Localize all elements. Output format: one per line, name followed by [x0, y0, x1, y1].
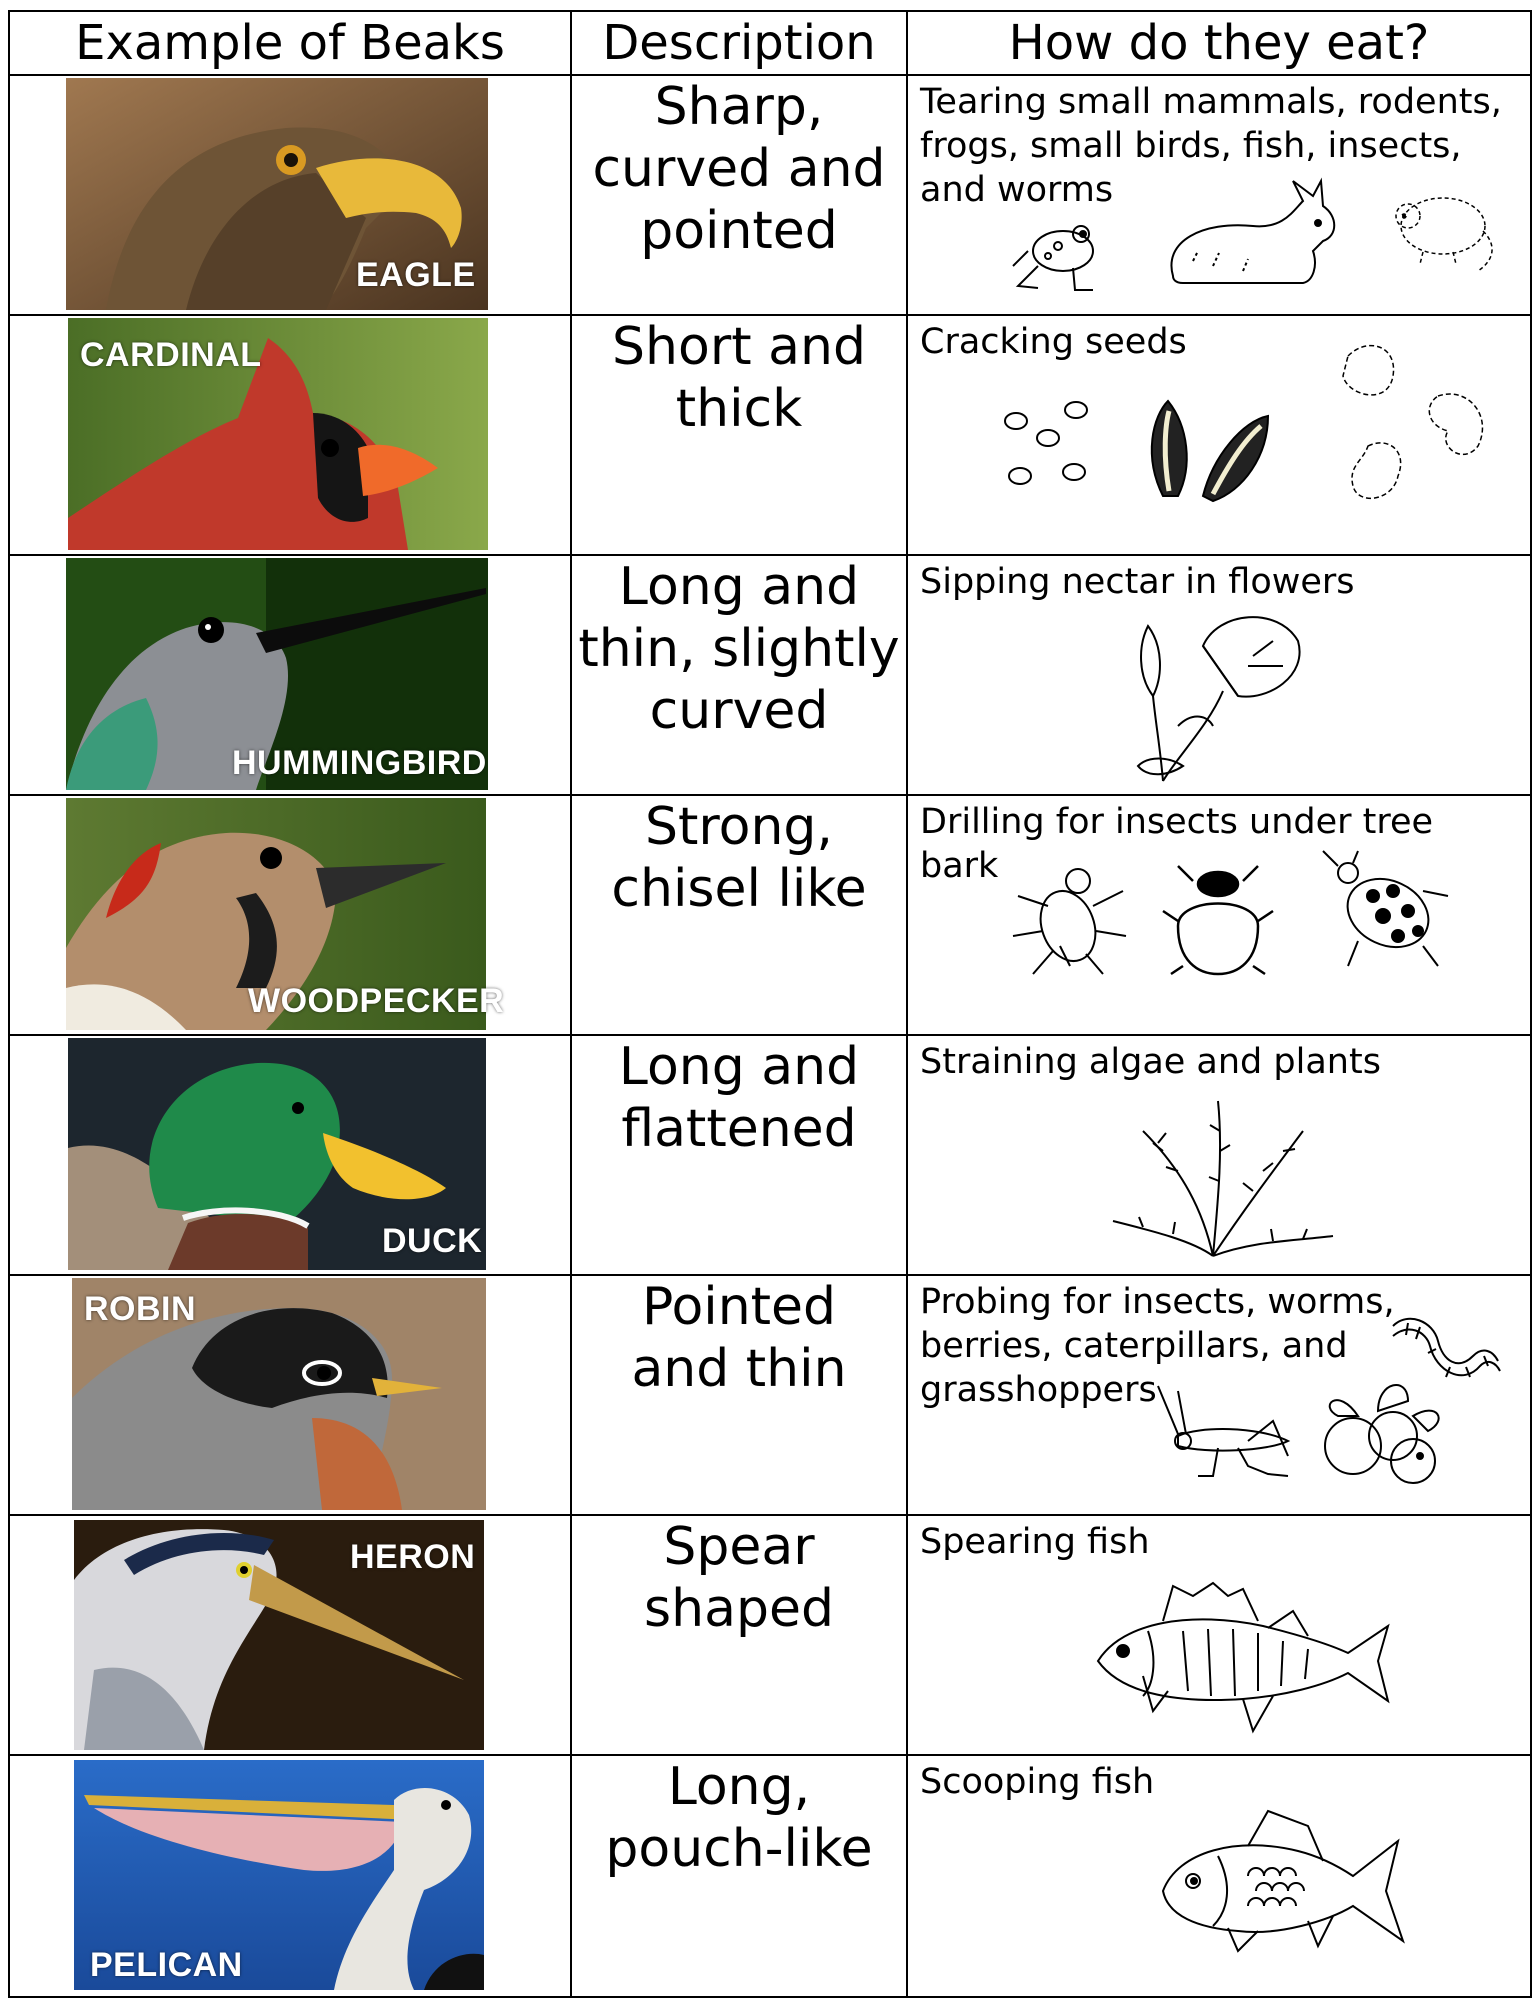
eating-duck [907, 1035, 1531, 1275]
bird-label-woodpecker: WOODPECKER [248, 982, 505, 1020]
description-line: chisel like [611, 859, 867, 919]
goldfish-drawing [1158, 1806, 1408, 1956]
bird-label-hummingbird: HUMMINGBIRD [232, 744, 487, 782]
hummingbird-photo-cell [9, 555, 571, 795]
eating-woodpecker [907, 795, 1531, 1035]
description-line: curved [649, 681, 829, 741]
description-line: Short and [612, 317, 866, 377]
header-example-of-beaks: Example of Beaks [9, 11, 571, 75]
bird-label-eagle: EAGLE [356, 256, 476, 294]
eating-text: Straining algae and plants [920, 1042, 1381, 1082]
eating-text: Probing for insects, worms, berries, caterpillars, and grasshoppers [920, 1282, 1395, 1410]
description-line: Spear [663, 1517, 815, 1577]
eating-text: Tearing small mammals, rodents, frogs, small birds, fish, insects, and worms [920, 82, 1502, 210]
header-description: Description [571, 11, 907, 75]
beetle-drawing [1008, 856, 1128, 976]
table-row-duck [9, 1035, 1531, 1275]
eating-text: Sipping nectar in flowers [920, 562, 1355, 602]
description-line: and thin [631, 1339, 847, 1399]
eating-text: Scooping fish [920, 1762, 1155, 1802]
spotted-ladybug-drawing [1313, 851, 1453, 971]
eating-robin [907, 1275, 1531, 1515]
eating-heron [907, 1515, 1531, 1755]
eating-eagle [907, 75, 1531, 315]
description-line: thick [675, 379, 803, 439]
flower-drawing [1108, 606, 1308, 786]
duck-photo-cell [9, 1035, 571, 1275]
robin-photo-cell [9, 1275, 571, 1515]
pelican-photo-cell [9, 1755, 571, 1997]
description-cardinal [571, 315, 907, 555]
frog-drawing [1003, 206, 1113, 296]
rabbit-drawing [1153, 181, 1343, 291]
berries-drawing [1318, 1376, 1448, 1486]
description-line: curved and [592, 139, 886, 199]
description-robin [571, 1275, 907, 1515]
description-line: shaped [644, 1579, 834, 1639]
header-how-do-they-eat: How do they eat? [907, 11, 1531, 75]
description-line: Strong, [645, 797, 833, 857]
eagle-photo-cell [9, 75, 571, 315]
sunflower-seeds-drawing [1143, 396, 1273, 506]
description-line: thin, slightly [578, 619, 900, 679]
table-row-eagle [9, 75, 1531, 315]
grasshopper-drawing [1158, 1386, 1298, 1486]
description-line: Long, [667, 1757, 811, 1817]
description-line: Long and [618, 1037, 860, 1097]
description-line: flattened [621, 1099, 857, 1159]
small-seeds-drawing [998, 396, 1108, 496]
eating-text: Drilling for insects under tree bark [920, 802, 1434, 886]
header-row [9, 11, 1531, 75]
woodpecker-photo-cell [9, 795, 571, 1035]
description-hummingbird [571, 555, 907, 795]
eating-pelican [907, 1755, 1531, 1997]
bird-label-robin: ROBIN [84, 1290, 197, 1328]
description-line: Long and [618, 557, 860, 617]
perch-fish-drawing [1093, 1581, 1393, 1741]
beak-table [8, 10, 1532, 1998]
eating-cardinal [907, 315, 1531, 555]
description-line: Sharp, [654, 77, 824, 137]
table-row-hummingbird [9, 555, 1531, 795]
bird-label-duck: DUCK [382, 1222, 483, 1260]
eating-hummingbird [907, 555, 1531, 795]
algae-plant-drawing [1103, 1091, 1343, 1261]
table-row-robin [9, 1275, 1531, 1515]
description-line: pointed [640, 201, 838, 261]
beak-worksheet [8, 10, 1530, 1992]
bird-label-pelican: PELICAN [90, 1946, 243, 1984]
description-eagle [571, 75, 907, 315]
eating-text: Spearing fish [920, 1522, 1150, 1562]
description-duck [571, 1035, 907, 1275]
description-line: Pointed [641, 1277, 837, 1337]
table-row-pelican [9, 1755, 1531, 1997]
bean-seeds-drawing [1328, 336, 1498, 516]
description-heron [571, 1515, 907, 1755]
description-line: pouch-like [605, 1819, 873, 1879]
bird-label-cardinal: CARDINAL [80, 336, 262, 374]
description-pelican [571, 1755, 907, 1997]
bird-label-heron: HERON [350, 1538, 476, 1576]
table-row-heron [9, 1515, 1531, 1755]
ladybug-outline-drawing [1163, 866, 1273, 976]
table-row-woodpecker [9, 795, 1531, 1035]
cardinal-photo-cell [9, 315, 571, 555]
heron-photo-cell [9, 1515, 571, 1755]
table-row-cardinal [9, 315, 1531, 555]
eating-text: Cracking seeds [920, 322, 1187, 362]
mouse-drawing [1368, 176, 1508, 276]
description-woodpecker [571, 795, 907, 1035]
